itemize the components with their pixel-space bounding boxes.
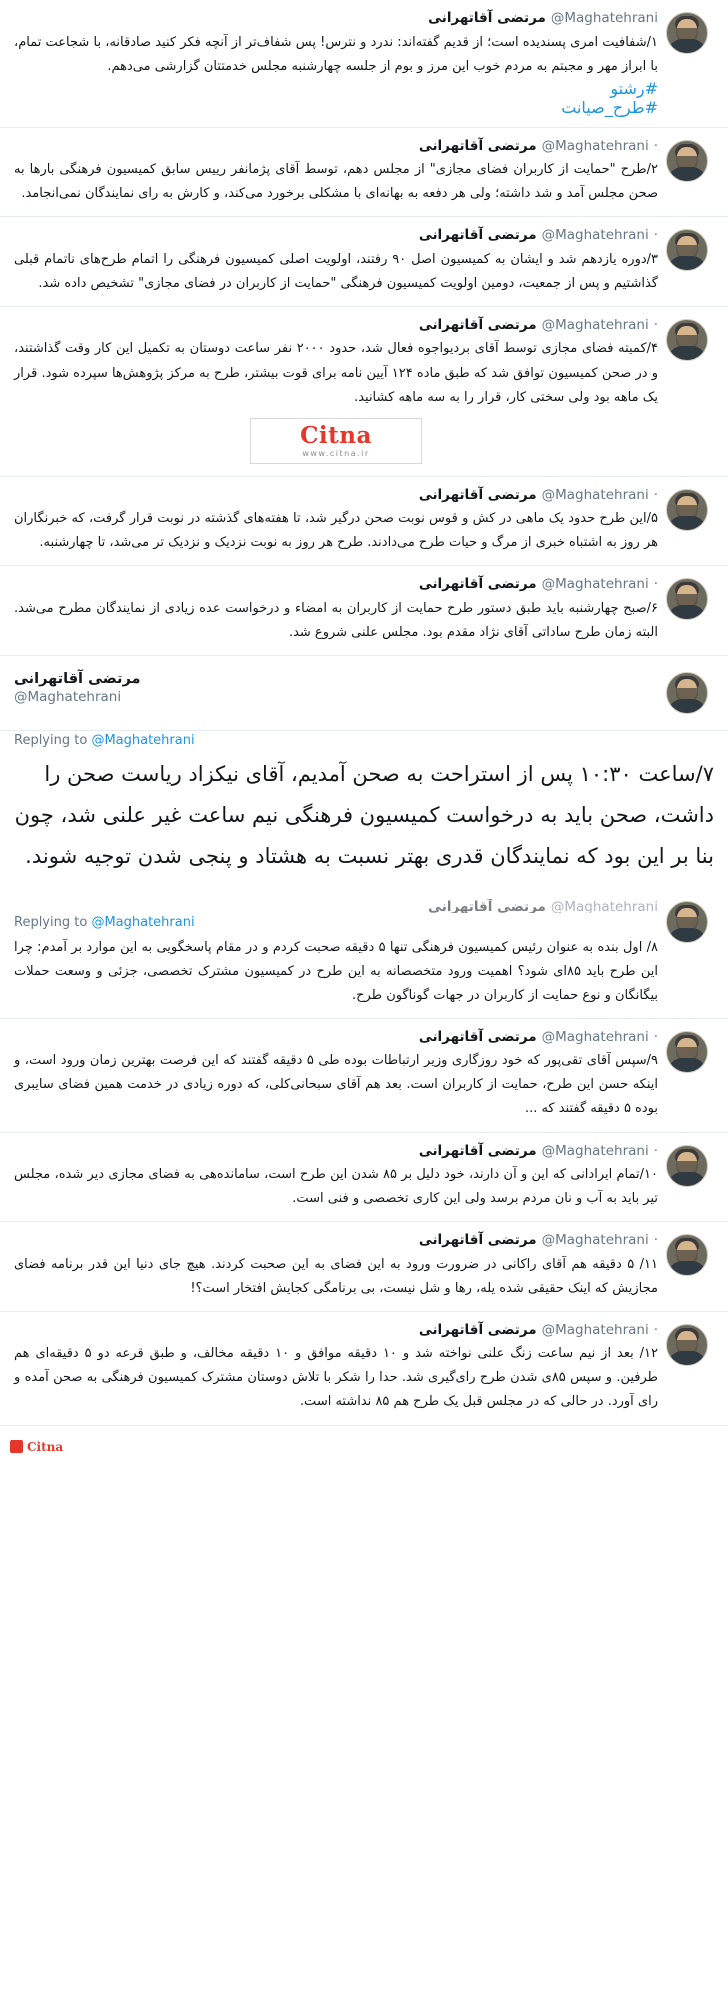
- tweet-text: ۳/دوره یازدهم شد و ایشان به کمیسیون اصل ۹۰ رفتند، اولویت اصلی کمیسیون فرهنگی را اتمام طرح‌های ناتمام قبلی گذاشتیم و پس از جمعیت، دومین اولویت کمیسیون فرهنگی "حمایت از کاربران در فضای مجازی" تشخیص داده شد.: [14, 251, 659, 291]
- avatar-body: [668, 167, 706, 182]
- tweet-item[interactable]: [0, 0, 728, 128]
- tweet-content: [14, 899, 660, 1008]
- avatar[interactable]: [666, 672, 708, 714]
- tweet-item[interactable]: [0, 1133, 728, 1223]
- reply-to-line: [14, 915, 658, 930]
- tweet-display-name[interactable]: مرتضی آقاتهرانی: [418, 1232, 537, 1249]
- avatar[interactable]: [666, 140, 708, 182]
- reply-to-line: [14, 733, 714, 748]
- tweet-handle[interactable]: @Maghatehrani: [541, 1232, 649, 1249]
- tweet-content: [14, 138, 660, 207]
- avatar-body: [668, 928, 706, 943]
- tweet-content: [14, 227, 660, 296]
- tweet-item[interactable]: [0, 889, 728, 1019]
- tweet-content: [14, 576, 660, 645]
- tweet-item[interactable]: [0, 566, 728, 656]
- tweet-content: [14, 10, 660, 117]
- citna-watermark: [10, 1440, 63, 1454]
- citna-watermark-text: Citna: [27, 1439, 64, 1454]
- avatar[interactable]: [666, 12, 708, 54]
- tweet-separator: ·: [653, 1028, 658, 1045]
- tweet-handle[interactable]: @Maghatehrani: [550, 898, 658, 913]
- tweet-header: [14, 10, 658, 28]
- reply-to-label: Replying to: [14, 732, 88, 748]
- tweet-content: [14, 317, 660, 466]
- avatar-column: [660, 487, 714, 556]
- tweet-handle[interactable]: @Maghatehrani: [541, 486, 649, 503]
- tweet-header: [14, 1029, 658, 1047]
- focused-tweet-text: ۷/ساعت ۱۰:۳۰ پس از استراحت به صحن آمدیم، آقای نیکزاد ریاست صحن را داشت، صحن باید به درخواست کمیسیون فرهنگی نیم ساعت غیر علنی شد، چون بنا بر این بود که نمایندگان قدری بهتر نسبت به هشتاد و پنجی شدن توجیه شوند.: [14, 761, 714, 868]
- avatar[interactable]: [666, 1145, 708, 1187]
- tweet-separator: ·: [653, 137, 658, 154]
- avatar-body: [668, 605, 706, 620]
- tweet-item[interactable]: [0, 307, 728, 477]
- tweet-header: [14, 899, 658, 913]
- tweet-separator: ·: [653, 316, 658, 333]
- tweet-separator: ·: [653, 486, 658, 503]
- tweet-item[interactable]: [0, 477, 728, 567]
- citna-url: www.citna.ir: [302, 448, 370, 458]
- tweet-separator: ·: [653, 227, 658, 244]
- focused-tweet-body: [0, 733, 728, 889]
- tweet-separator: ·: [653, 1142, 658, 1159]
- page-watermark: [0, 1426, 728, 1460]
- avatar[interactable]: [666, 1031, 708, 1073]
- avatar[interactable]: [666, 1324, 708, 1366]
- tweet-display-name[interactable]: مرتضی آقاتهرانی: [428, 10, 546, 26]
- tweet-item[interactable]: [0, 1222, 728, 1312]
- tweet-display-name[interactable]: مرتضی آقاتهرانی: [418, 486, 537, 503]
- tweet-header: [14, 138, 658, 156]
- reply-to-label: Replying to: [14, 914, 88, 930]
- tweet-handle[interactable]: @Maghatehrani: [541, 137, 649, 154]
- tweet-handle[interactable]: @Maghatehrani: [541, 227, 649, 244]
- citna-logo-icon: [10, 1440, 23, 1453]
- avatar-column: [660, 1143, 714, 1212]
- tweet-display-name[interactable]: مرتضی آقاتهرانی: [418, 137, 537, 154]
- tweet-item[interactable]: [0, 128, 728, 218]
- tweet-handle[interactable]: @Maghatehrani: [14, 688, 122, 705]
- tweet-content: [14, 1029, 660, 1122]
- avatar-column: [660, 1322, 714, 1415]
- avatar[interactable]: [666, 319, 708, 361]
- tweet-handle[interactable]: @Maghatehrani: [550, 10, 658, 26]
- tweet-content: [14, 1232, 660, 1301]
- tweet-handle[interactable]: @Maghatehrani: [541, 1321, 649, 1338]
- tweet-header: [14, 317, 658, 335]
- tweet-header: [14, 1322, 658, 1340]
- tweet-header: [14, 227, 658, 245]
- avatar-column: [660, 227, 714, 296]
- tweet-text: ۹/سپس آقای تقی‌پور که خود روزگاری وزیر ارتباطات بوده طی ۵ دقیقه گفتند که این فرصت بهترین زمان ورود است، و اینکه حسن این طرح، حمایت از کاربران است. بعد هم آقای سبحانی‌کلی، که دوره زیادی در خدمت همین فضای سایبری بوده ۵ دقیقه گفتند که ...: [14, 1053, 658, 1117]
- tweet-item[interactable]: [0, 1019, 728, 1133]
- tweet-display-name[interactable]: مرتضی آقاتهرانی: [418, 1142, 537, 1159]
- reply-to-handle[interactable]: @Maghatehrani: [91, 914, 195, 930]
- avatar-body: [668, 1058, 706, 1073]
- hashtag-link[interactable]: #رشتو: [610, 78, 658, 98]
- avatar[interactable]: [666, 489, 708, 531]
- avatar[interactable]: [666, 578, 708, 620]
- avatar-column: [660, 576, 714, 645]
- avatar-body: [668, 256, 706, 271]
- avatar-column: [660, 10, 714, 117]
- tweet-display-name[interactable]: مرتضی آقاتهرانی: [428, 898, 546, 913]
- avatar-body: [668, 699, 706, 714]
- avatar-column: [660, 1029, 714, 1122]
- citna-banner-wrapper: [14, 410, 658, 466]
- tweet-text: ۸/ اول بنده به عنوان رئیس کمیسیون فرهنگی تنها ۵ دقیقه صحبت کردم و در مقام پاسخگویی به این موارد بر آمدم: چرا این طرح باید ۸۵ای شود؟ اهمیت ورود متخصصانه به این طرح در کمیسیون مشترک تخصصی، جزئی و وسعت حملات بیگانگان و نوع حمایت از کاربران در جهات گوناگون طرح.: [14, 939, 658, 1003]
- avatar-column: [660, 317, 714, 466]
- tweet-header: [14, 1232, 658, 1250]
- tweet-header: [14, 670, 658, 706]
- tweet-separator: ·: [653, 1321, 658, 1338]
- citna-logo-banner: [250, 418, 422, 464]
- tweet-display-name[interactable]: مرتضی آقاتهرانی: [418, 576, 537, 593]
- tweet-display-name[interactable]: مرتضی آقاتهرانی: [418, 316, 537, 333]
- tweet-header: [14, 1143, 658, 1161]
- tweet-text: ۲/طرح "حمایت از کاربران فضای مجازی" از مجلس دهم، توسط آقای پژمانفر رییس سابق کمیسیون فرهنگی بارها به صحن مجلس آمد و شد داشته؛ ولی هر دفعه به بهانه‌ای با مشکلی برخورد می‌کند، و کارش به رای نمایندگان نمی‌انجامد.: [14, 162, 658, 202]
- avatar-body: [668, 39, 706, 54]
- tweet-separator: ·: [653, 576, 658, 593]
- avatar-column: [660, 670, 714, 714]
- citna-wordmark: Citna: [300, 421, 372, 449]
- tweet-handle[interactable]: @Maghatehrani: [541, 576, 649, 593]
- avatar[interactable]: [666, 229, 708, 271]
- avatar-body: [668, 1351, 706, 1366]
- tweet-display-name[interactable]: مرتضی آقاتهرانی: [418, 1321, 537, 1338]
- tweet-handle[interactable]: @Maghatehrani: [541, 1028, 649, 1045]
- tweet-text: ۱/شفافیت امری پسندیده است؛ از قدیم گفته‌اند: ندرد و نترس! پس شفاف‌تر از آنچه فکر کنید صادقانه، با شجاعت تمام، با ابراز مهر و مجبتم به مردم خوب این مرز و بوم از جلسه چهارشنبه مجلس خدمتتان گزارشی می‌دهم.: [14, 34, 658, 74]
- tweet-item[interactable]: [0, 1312, 728, 1426]
- tweet-text: ۱۱/ ۵ دقیقه هم آقای راکانی در ضرورت ورود به این فضای به این صحبت کردند. هیچ جای دنیا این قدر برنامه فضای مجازیش که اینک حقیقی شده یله، رها و شل نیست، بی برنامگی کجایش افتخار است؟!: [14, 1256, 659, 1296]
- tweet-content: [14, 670, 660, 714]
- avatar-body: [668, 1261, 706, 1276]
- tweet-display-name[interactable]: مرتضی آقاتهرانی: [418, 227, 537, 244]
- focused-tweet[interactable]: [0, 656, 728, 731]
- avatar-column: [660, 899, 714, 1008]
- tweet-item[interactable]: [0, 217, 728, 307]
- tweet-separator: ·: [653, 1232, 658, 1249]
- tweet-handle[interactable]: @Maghatehrani: [541, 316, 649, 333]
- tweet-header: [14, 576, 658, 594]
- tweet-content: [14, 487, 660, 556]
- tweet-text: ۱۲/ بعد از نیم ساعت زنگ علنی نواخته شد و ۱۰ دقیقه موافق و ۱۰ دقیقه مخالف، و طبق قرعه دو ۵ دقیقه‌ای هم طرفین. و سپس ۸۵ی شدن طرح رای‌گیری شد. حدا را شکر با تلاش دوستان مشترک کمیسیون فرهنگی به صحن آمده و رای آورد. در حالی که در مجلس قبل یک طرح هم ۸۵ نداشته است.: [14, 1346, 659, 1410]
- tweet-display-name[interactable]: مرتضی آقاتهرانی: [14, 670, 141, 687]
- avatar[interactable]: [666, 1234, 708, 1276]
- avatar-body: [668, 516, 706, 531]
- tweet-text: ۱۰/تمام ایرادانی که این و آن دارند، خود دلیل بر ۸۵ شدن این طرح است، سامانده‌هی به فضای مجازی دیر شده، مجلس تیر باید به آب و نان مردم برسد ولی این کاری تخصصی و فنی است.: [14, 1167, 658, 1207]
- tweet-content: [14, 1143, 660, 1212]
- reply-to-handle[interactable]: @Maghatehrani: [91, 732, 195, 748]
- tweet-content: [14, 1322, 660, 1415]
- avatar-column: [660, 1232, 714, 1301]
- tweet-text: ۴/کمیته فضای مجازی توسط آقای بردیواجوه فعال شد، حدود ۲۰۰۰ نفر ساعت دوستان به تکمیل این کار وقت گذاشتند، و در صحن کمیسیون توافق شد که طبق ماده ۱۲۴ آیین نامه برای قوت بیشتر، طرح به مرکز پژوهش‌ها سپرده شود. قرار یک ماهه بود ولی سختی کار، قرار را به سه ماهه کشانید.: [14, 341, 658, 405]
- hashtag-link[interactable]: #طرح_صیانت: [561, 97, 658, 117]
- tweet-text: ۵/این طرح حدود یک ماهی در کش و قوس نوبت صحن درگیر شد، تا هفته‌های گذشته در نوبت قرار گرفت، که خبرنگاران هر روز به اشتباه خبری از مرگ و حیات طرح می‌دادند. طرح هر روز به نوبت نزدیک و نزدیک تر می‌شد، تا چهارشنبه.: [14, 511, 658, 551]
- avatar-column: [660, 138, 714, 207]
- tweet-display-name[interactable]: مرتضی آقاتهرانی: [418, 1028, 537, 1045]
- avatar[interactable]: [666, 901, 708, 943]
- tweet-handle[interactable]: @Maghatehrani: [541, 1142, 649, 1159]
- tweet-text: ۶/صبح چهارشنبه باید طبق دستور طرح حمایت از کاربران به امضاء و درخواست عده زیادی از نمایندگان مطرح می‌شد. البته زمان طرح ساداتی آقای نژاد مقدم بود. مجلس علنی شروع شد.: [14, 600, 658, 640]
- avatar-body: [668, 1172, 706, 1187]
- tweet-header: [14, 487, 658, 505]
- avatar-body: [668, 346, 706, 361]
